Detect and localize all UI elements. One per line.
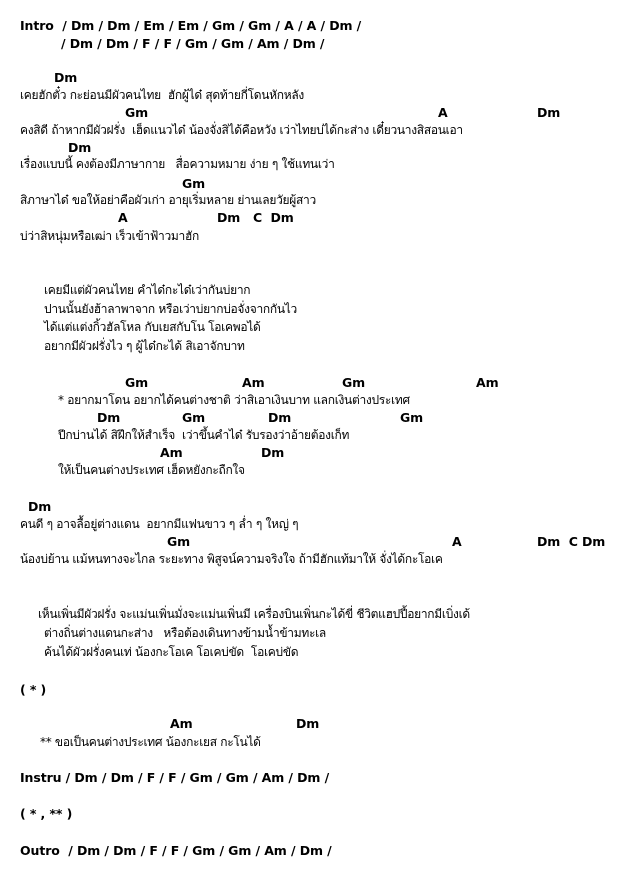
lyric-line: เคยมีแต่ผัวคนไทย คำได๋กะได๋เว่ากันบ่ยาก bbox=[44, 283, 251, 297]
chord: Am bbox=[242, 375, 265, 390]
lyric-line: เคยฮักตั๋ว กะย่อนมีผัวคนไทย ฮักผู้ได๋ สุดท้ายกี่โดนหักหลัง bbox=[20, 88, 304, 102]
lyric-line: ปานนั้นยังฮ้าลาพาจาก หรือเว่าบ่ยากบ่อจั่งจากกันไว bbox=[44, 302, 297, 316]
chord: Gm bbox=[400, 410, 424, 425]
lyric-line: ได้แต่แต่งกิ้วฮัลโหล กับเยสกับโน โอเคพอได้ bbox=[44, 320, 261, 334]
chord: A bbox=[118, 210, 128, 225]
repeat-marker: ( * ) bbox=[20, 682, 47, 697]
chord: Dm C Dm bbox=[537, 534, 606, 549]
lyric-line: คนดี ๆ อาจลื้อยู่ต่างแดน อยากมีแฟนขาว ๆ ล่ำ ๆ ใหญ่ ๆ bbox=[20, 517, 299, 531]
chord: Gm bbox=[342, 375, 366, 390]
lyric-line: เรื่องแบบนี้ คงต้องมีภาษากาย สื่อความหมาย ง่าย ๆ ใช้แทนเว่า bbox=[20, 157, 335, 171]
chord: Dm bbox=[68, 140, 92, 155]
chord: Gm bbox=[167, 534, 191, 549]
chord: Am bbox=[170, 716, 193, 731]
chord: Dm bbox=[54, 70, 78, 85]
chord: Gm bbox=[182, 410, 206, 425]
chord: Dm bbox=[537, 105, 561, 120]
lyric-line: สิภาษาได๋ ขอให้อย่าคือผัวเก่า อายุเริ่มหลาย ย่านเลยวัยผู้สาว bbox=[20, 193, 316, 207]
lyric-line: ค้นได้ผัวฝรั่งคนเท่ น้องกะโอเค โอเคบ่ขัด โอเคบ่ขัด bbox=[44, 645, 299, 659]
instrumental-line: Instru / Dm / Dm / F / F / Gm / Gm / Am / Dm / bbox=[20, 770, 330, 785]
chorus-lyric-line: ปีกบ่านได้ สิฝึกให้สำเร็จ เว่าขึ้นคำได๋ รับรองว่าอ้ายต้องเก็ท bbox=[58, 428, 350, 442]
lyric-line: อยากมีผัวฝรั่งไว ๆ ผู้ได๋กะได้ สิเอาจักบาท bbox=[44, 339, 245, 353]
lyric-line: คงสิดี ถ้าหากมีผัวฝรั่ง เฮ็ดแนวได๋ น้องจั่งสิได้คือหวัง เว่าไทยบ่ได้กะส่าง เดี๋ยวนางสิสอนเอา bbox=[20, 123, 463, 137]
lyric-line: น้องบ่ย้าน แม้หนทางจะไกล ระยะทาง พิสูจน์ความจริงใจ ถ้ามีฮักแท้มาให้ จั่งได้กะโอเค bbox=[20, 552, 443, 566]
chord: Am bbox=[160, 445, 183, 460]
chord: Am bbox=[476, 375, 499, 390]
intro-line-2: / Dm / Dm / F / F / Gm / Gm / Am / Dm / bbox=[61, 36, 325, 51]
intro-line-1: Intro / Dm / Dm / Em / Em / Gm / Gm / A / A / Dm / bbox=[20, 18, 362, 33]
chord: Gm bbox=[125, 375, 149, 390]
chord: Gm bbox=[125, 105, 149, 120]
chord: A bbox=[452, 534, 462, 549]
chorus-lyric-line: ให้เป็นคนต่างประเทศ เฮ็ดหยังกะถืกใจ bbox=[58, 463, 245, 477]
lyric-line: ต่างถิ่นต่างแดนกะส่าง หรือต้องเดินทางข้ามน้ำข้ามทะเล bbox=[44, 626, 326, 640]
lyric-line: เห็นเพิ่นมีผัวฝรั่ง จะแม่นเพิ่นมั่งจะแม่นเพิ่นมี เครื่องบินเพิ่นกะได้ขี่ ชีวิตแฮปปี้อยากมีเบิ่งเด้ bbox=[38, 607, 470, 621]
chord: Dm bbox=[97, 410, 121, 425]
chord: Gm bbox=[182, 176, 206, 191]
outro-line: Outro / Dm / Dm / F / F / Gm / Gm / Am / Dm / bbox=[20, 843, 332, 858]
repeat-marker: ( * , ** ) bbox=[20, 806, 73, 821]
chord: Dm bbox=[28, 499, 52, 514]
chord: Dm bbox=[268, 410, 292, 425]
chord: Dm bbox=[296, 716, 320, 731]
chord: Dm bbox=[261, 445, 285, 460]
chord: Dm C Dm bbox=[217, 210, 294, 225]
chorus-lyric-line: * อยากมาโดน อยากได้คนต่างชาติ ว่าสิเอาเงินบาท แลกเงินต่างประเทศ bbox=[58, 393, 410, 407]
lyric-line: บ่ว่าสิหนุ่มหรือเฒ่า เร็วเข้าฟ้าวมาฮัก bbox=[20, 229, 199, 243]
chord: A bbox=[438, 105, 448, 120]
chorus-lyric-line: ** ขอเป็นคนต่างประเทศ น้องกะเยส กะโนได้ bbox=[40, 735, 261, 749]
